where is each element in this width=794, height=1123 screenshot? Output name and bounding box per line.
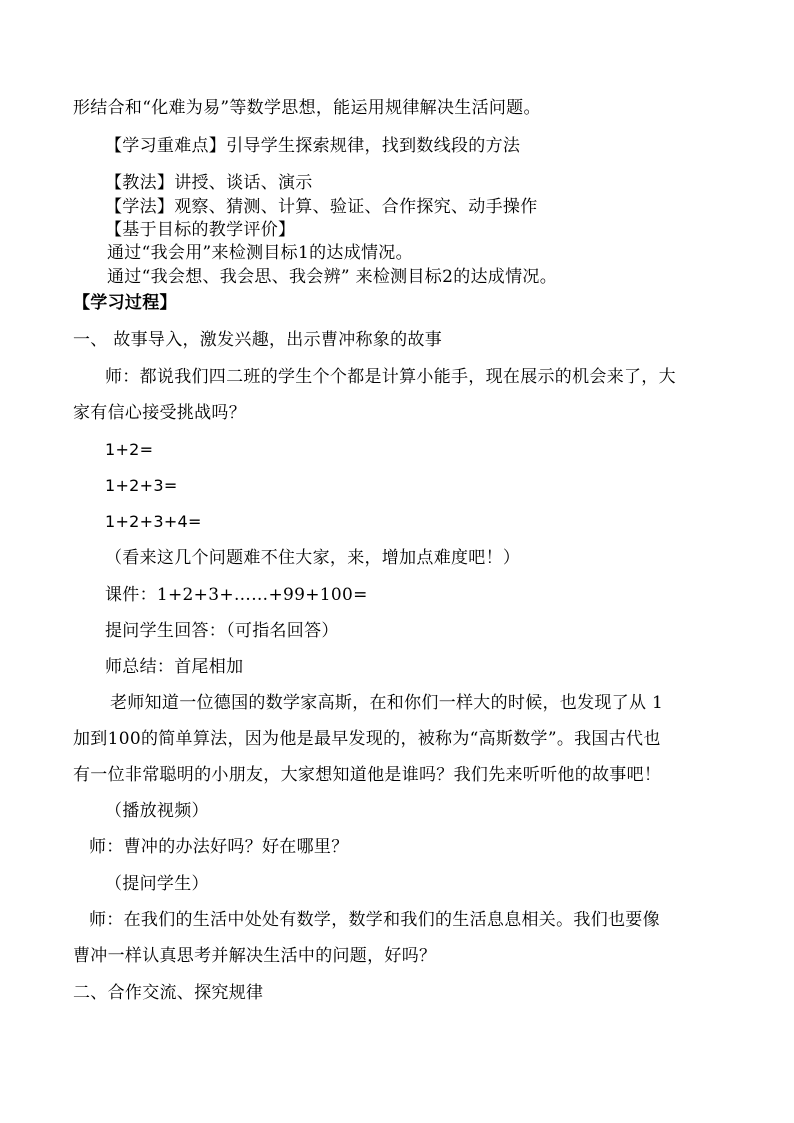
teacher-closing-line-2: 曹冲一样认真思考并解决生活中的问题，好吗？ bbox=[73, 946, 437, 966]
teacher-summary: 师总结：首尾相加 bbox=[105, 657, 244, 677]
aside-comment: （看来这几个问题难不住大家，来，增加点难度吧！） bbox=[105, 548, 521, 568]
expression-1: 1+2= bbox=[105, 440, 154, 459]
teaching-methods: 【教法】讲授、谈话、演示 bbox=[105, 173, 313, 193]
evaluation-heading: 【基于目标的教学评价】 bbox=[105, 220, 296, 240]
evaluation-item-2: 通过“我会想、我会思、我会辨” 来检测目标2的达成情况。 bbox=[107, 267, 558, 287]
expression-3: 1+2+3+4= bbox=[105, 512, 202, 531]
evaluation-item-1: 通过“我会用”来检测目标1的达成情况。 bbox=[107, 243, 413, 263]
teacher-line-1-cont: 家有信心接受挑战吗？ bbox=[73, 403, 246, 423]
teacher-line-1: 师：都说我们四二班的学生个个都是计算小能手，现在展示的机会来了，大 bbox=[105, 367, 676, 387]
expression-2: 1+2+3= bbox=[105, 476, 178, 495]
teacher-question: 师：曹冲的办法好吗？好在哪里？ bbox=[89, 837, 349, 857]
teacher-closing-line-1: 师：在我们的生活中处处有数学，数学和我们的生活息息相关。我们也要像 bbox=[89, 910, 660, 930]
part-one-heading: 一、 故事导入，激发兴趣，出示曹冲称象的故事 bbox=[73, 330, 443, 350]
question-students: 提问学生回答：（可指名回答） bbox=[105, 621, 339, 641]
gauss-paragraph-line-3: 有一位非常聪明的小朋友，大家想知道他是谁吗？我们先来听听他的故事吧！ bbox=[73, 765, 662, 785]
play-video-note: （播放视频） bbox=[105, 801, 209, 821]
ask-students-note: （提问学生） bbox=[105, 874, 209, 894]
gauss-paragraph-line-1: 老师知道一位德国的数学家高斯，在和你们一样大的时候，也发现了从 1 bbox=[110, 693, 664, 713]
section-heading-process: 【学习过程】 bbox=[73, 293, 177, 313]
objective-continuation: 形结合和“化难为易”等数学思想，能运用规律解决生活问题。 bbox=[73, 98, 541, 118]
learning-methods: 【学法】观察、猜测、计算、验证、合作探究、动手操作 bbox=[105, 197, 538, 217]
key-points: 【学习重难点】引导学生探索规律，找到数线段的方法 bbox=[105, 136, 521, 156]
part-two-heading: 二、合作交流、探究规律 bbox=[73, 983, 264, 1003]
courseware-expression: 课件：1+2+3+……+99+100= bbox=[105, 585, 368, 605]
gauss-paragraph-line-2: 加到100的简单算法，因为他是最早发现的，被称为“高斯数学”。我国古代也 bbox=[73, 729, 661, 749]
